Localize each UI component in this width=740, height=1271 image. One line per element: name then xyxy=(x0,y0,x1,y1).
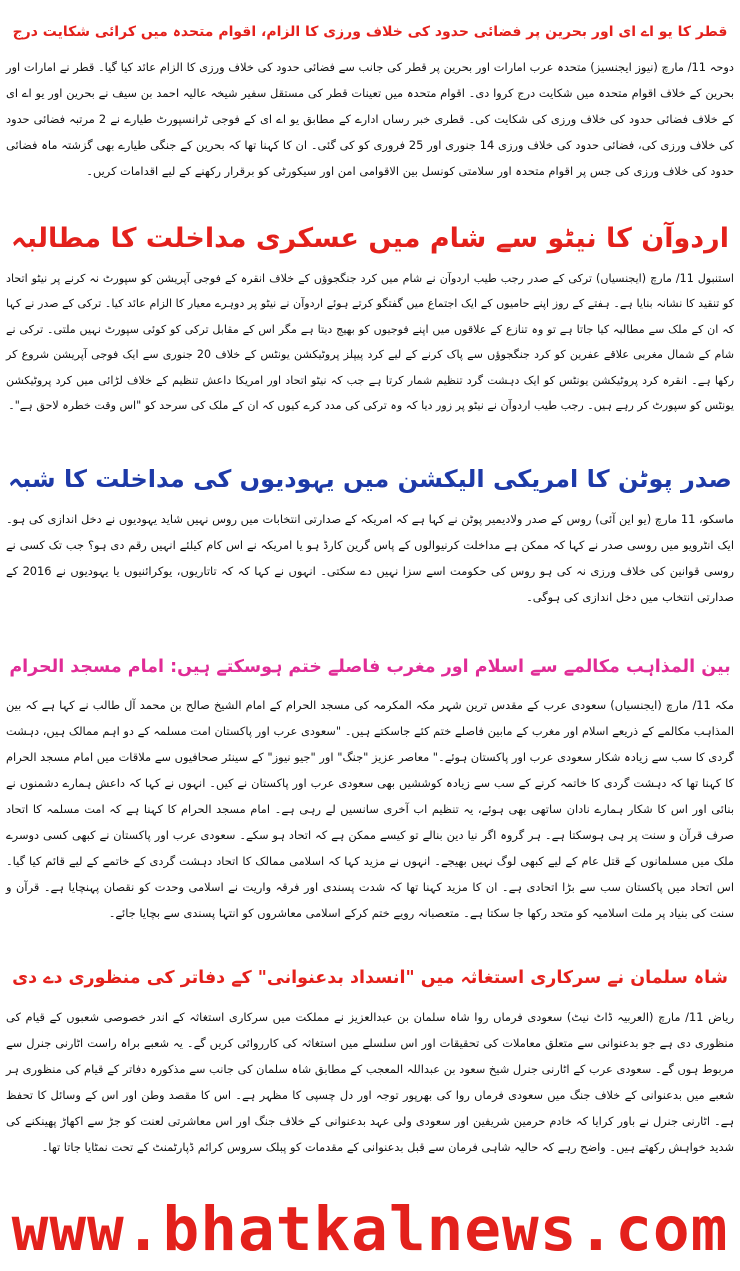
article-interfaith-dialogue xyxy=(0,642,740,926)
article-body: ریاض 11/ مارچ (العربیہ ڈاٹ نیٹ) سعودی فرماں روا شاہ سلمان بن عبدالعزیز نے مملکت میں سرکاری استغاثہ کے اندر خصوصی شعبوں کے قیام کی منظوری دی ہے جو بدعنوانی سے متعلق معاملات کی تحقیقات اور اس سلسلے میں استغاثہ کی کارروائی کریں گے۔ یہ شعبے براہ راست اٹارنی جنرل سے مربوط ہوں گے۔ سعودی عرب کے اٹارنی جنرل شیخ سعود بن عبداللہ المعجب کے مطابق شاہ سلمان کی جانب سے مذکورہ دفاتر کے قیام کی منظوری ہر شعبے میں بدعنوانی کے خلاف جنگ میں سعودی فرماں روا کی بھرپور توجہ اور دل چسپی کا مظہر ہے۔ اس کا مقصد وطن اور اس کے وسائل کا تحفظ ہے۔ اٹارنی جنرل نے باور کرایا کہ خادم حرمین شریفین اور سعودی ولی عہد بدعنوانی کے خلاف جنگ اور اس معاشرتی لعنت کو جڑ سے اکھاڑ پھینکنے کی شدید خواہش رکھتے ہیں۔ واضح رہے کہ حالیہ شاہی فرمان سے قبل بدعنوانی کے مقدمات کو پبلک سروس کرائم ڈپارٹمنٹ کے تحت نمٹایا جاتا تھا۔ xyxy=(6,1010,734,1154)
article-qatar-complaint xyxy=(0,10,740,184)
article-body: ماسکو، 11 مارچ (یو این آئی) روس کے صدر ولادیمیر پوٹن نے کہا ہے کہ امریکہ کے صدارتی انتخابات میں روس نہیں شاید یہودیوں نے دخل اندازی کی ہو۔ ایک انٹرویو میں روسی صدر نے کہا کہ ممکن ہے مداخلت کرنیوالوں کے پاس گرین کارڈ ہو یا امریکہ نے اس کام کیلئے انہیں رقم دی ہو؟ جب تک کسی نے روسی قوانین کی خلاف ورزی نہ کی ہو روس کی حکومت اسے سزا نہیں دے سکتی۔ انہوں نے کہا کہ کہ تاتاریوں، یوکرائنیوں یا یہودیوں نے 2016 کے صدارتی انتخاب میں دخل اندازی کی ہوگی۔ xyxy=(6,512,735,604)
article-erdogan-nato xyxy=(0,212,740,418)
article-headline: قطر کا یو اے ای اور بحرین پر فضائی حدود کی خلاف ورزی کا الزام، اقوام متحدہ میں کرائی شکایت درج xyxy=(12,24,728,40)
article-headline: صدر پوٹن کا امریکی الیکشن میں یہودیوں کی مداخلت کا شبہ xyxy=(8,465,732,493)
article-headline: شاہ سلمان نے سرکاری استغاثہ میں "انسداد بدعنوانی" کے دفاتر کی منظوری دے دی xyxy=(12,968,728,988)
footer-banner xyxy=(0,1190,740,1270)
article-body: دوحہ 11/ مارچ (نیوز ایجنسیز) متحدہ عرب امارات اور بحرین پر قطر کی جانب سے فضائی حدود کی خلاف ورزی کا الزام عائد کیا گیا۔ قطر نے امارات اور بحرین کے خلاف اقوام متحدہ میں شکایت درج کروا دی۔ اقوام متحدہ میں تعینات قطر کی مستقل سفیر شیخہ عالیہ احمد بن سیف نے بحرین اور یو اے ای کے خلاف فضائی حدود کی خلاف ورزی کی شکایت کی۔ قطری خبر رساں ادارے کے مطابق یو اے ای کے فوجی ٹرانسپورٹ طیارے نے 2 مرتبہ فضائی حدود کی خلاف ورزی کی، فضائی حدود کی خلاف ورزی 14 جنوری اور 25 فروری کو کی گئی۔ ان کا کہنا تھا کہ بحرین کے جنگی طیارے بھی گزشتہ ماہ فضائی حدود کی خلاف ورزی کی جس پر اقوام متحدہ اور سلامتی کونسل بین الاقوامی امن اور سیکورٹی کو برقرار رکھنے کے لیے اقدامات کریں۔ xyxy=(6,60,734,178)
article-putin-election xyxy=(0,452,740,610)
article-anti-corruption xyxy=(0,952,740,1160)
article-body: استنبول 11/ مارچ (ایجنسیاں) ترکی کے صدر رجب طیب اردوآن نے شام میں کرد جنگجوؤں کے خلاف انقرہ کے فوجی آپریشن کو سپورٹ نہ کرنے پر نیٹو اتحاد کو تنقید کا نشانہ بنایا ہے۔ ہفتے کے روز اپنے حامیوں کے ایک اجتماع میں گفتگو کرتے ہوئے اردوآن نے نیٹو پر دوہرے معیار کا الزام عائد کیا۔ ترکی کے صدر نے کہا کہ ان کے ملک سے مطالبہ کیا جاتا ہے تو وہ تنازع کے علاقوں میں اپنے فوجیوں کو بھیج دیتا ہے مگر اس کے مقابل ترکی کو کوئی سپورٹ نہیں ملتی۔ ترکی نے شام کے شمال مغربی علاقے عفرین کو کرد جنگجوؤں سے پاک کرنے کے لیے کرد پیپلز پروٹیکشن یونٹس کے خلاف 20 جنوری سے ایک فوجی آپریشن شروع کر رکھا ہے۔ انقرہ کرد پروٹیکشن یونٹس کو ایک دہشت گرد تنظیم شمار کرتا ہے جب کہ نیٹو اتحاد اور امریکا داعش تنظیم کے خلاف لڑائی میں کرد پروٹیکشن یونٹس کو سپورٹ کر رہے ہیں۔ رجب طیب اردوآن نے نیٹو پر زور دیا کہ وہ ترکی کی مدد کرے کیوں کہ ان کے ملک کی سرحد کو "اس وقت خطرہ لاحق ہے"۔ xyxy=(6,272,734,413)
website-url-link[interactable]: www.bhatkalnews.com xyxy=(11,1194,729,1265)
article-headline: اردوآن کا نیٹو سے شام میں عسکری مداخلت کا مطالبہ xyxy=(11,223,729,254)
article-body: مکہ 11/ مارچ (ایجنسیاں) سعودی عرب کے مقدس ترین شہر مکہ المکرمہ کی مسجد الحرام کے امام الشیخ صالح بن محمد آل طالب نے کہا ہے کہ بین المذاہب مکالمے کے ذریعے اسلام اور مغرب کے مابین فاصلے ختم کئے جاسکتے ہیں۔ "سعودی عرب اور پاکستان امت مسلمہ کے دو اہم ممالک ہیں، دہشت گردی کا سب سے زیادہ شکار سعودی عرب اور پاکستان ہوئے۔" معاصر عزیز "جنگ" اور "جیو نیوز" کے سینئر صحافیوں سے ملاقات میں امام مسجد الحرام کا کہنا تھا کہ دہشت گردی کا خاتمہ کرنے کے سب سے زیادہ کوششیں بھی سعودی عرب اور پاکستان نے کیں۔ انہوں نے کہا کہ داعش ہمارے دشمنوں نے بنائی اور اس کا شکار ہمارے نادان ساتھی بھی ہوئے، یہ تنظیم اب آخری سانسیں لے رہی ہے۔ امام مسجد الحرام کا کہنا ہے کہ امت مسلمہ کا اتحاد صرف قرآن و سنت پر ہی ہوسکتا ہے۔ ہر گروہ اگر نیا دین بنالے تو کیسے ممکن ہے کہ اتحاد ہو سکے۔ سعودی عرب اور پاکستان نے کبھی کسی دوسرے ملک میں مسلمانوں کے قتل عام کے لیے کبھی لوگ نہیں بھیجے۔ انہوں نے مزید کہا کہ اسلامی ممالک کا اتحاد دہشت گردی کے خاتمے کے لیے قائم کیا گیا۔ اس اتحاد میں پاکستان سب سے بڑا اتحادی ہے۔ ان کا مزید کہنا تھا کہ شدت پسندی اور فرقہ واریت نے اسلامی وحدت کو نقصان پہنچایا ہے۔ قرآن و سنت کی بنیاد پر ملت اسلامیہ کو متحد رکھا جا سکتا ہے۔ متعصبانہ رویے ختم کرکے اسلامی معاشروں کو انتہا پسندی سے بچایا جائے۔ xyxy=(6,698,734,920)
article-headline: بین المذاہب مکالمے سے اسلام اور مغرب فاصلے ختم ہوسکتے ہیں: امام مسجد الحرام xyxy=(9,657,731,677)
